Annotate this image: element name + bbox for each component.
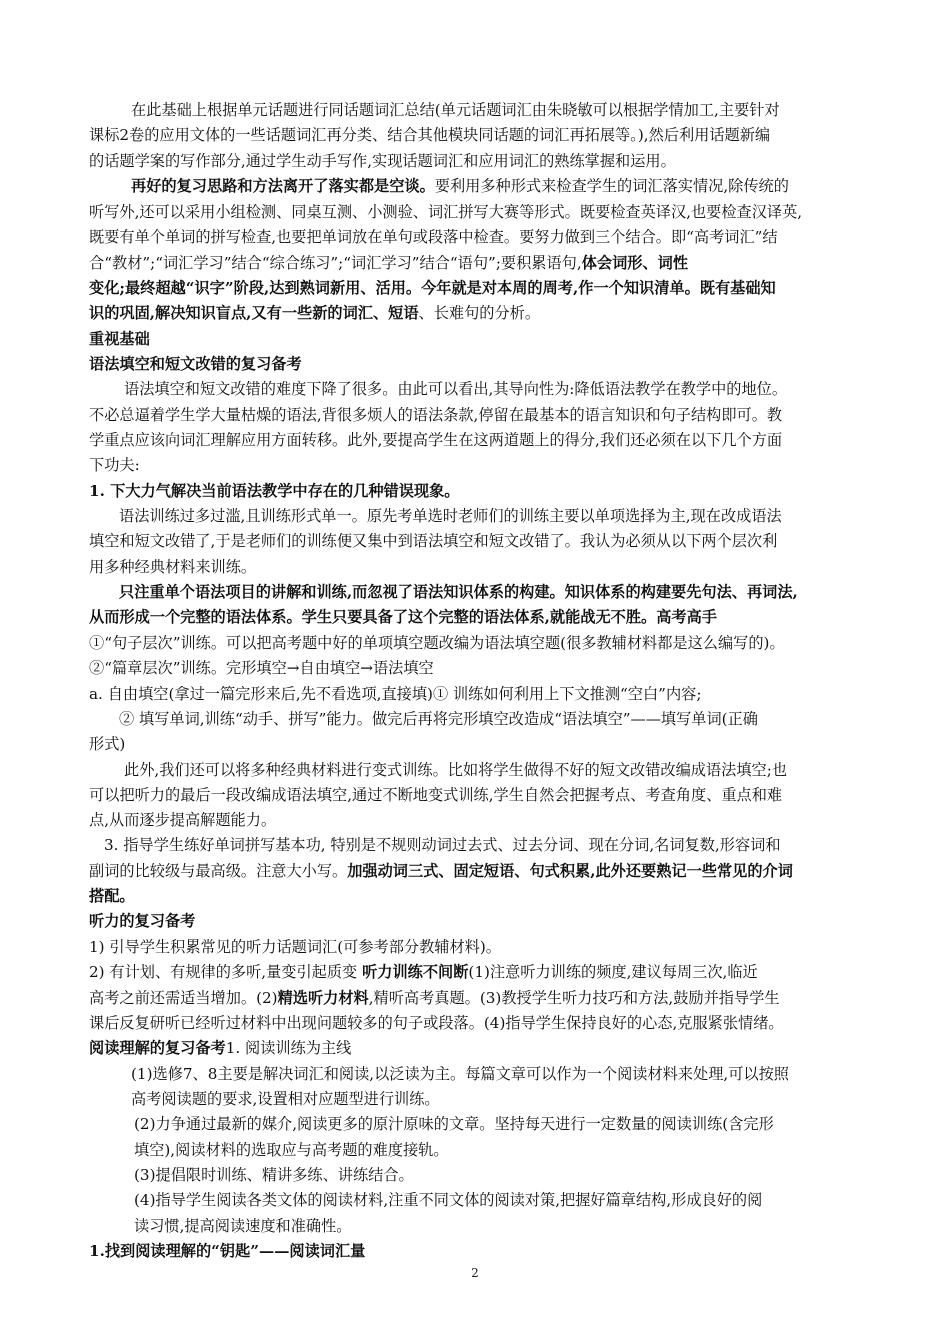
- list-item: [89, 961, 758, 983]
- bold-text: 体会词形、词性: [581, 254, 689, 272]
- paragraph-line: 变化;最终超越“识字”阶段,达到熟词新用、活用。今年就是对本周的周考,作一个知识清单。既有基础知: [89, 279, 776, 297]
- paragraph-line: [89, 860, 793, 882]
- paragraph-line: 填空),阅读材料的选取应与高考题的难度接轨。: [134, 1141, 449, 1159]
- paragraph-line: 学重点应该向词汇理解应用方面转移。此外,要提高学生在这两道题上的得分,我们还必须在以下几个方面: [89, 431, 783, 449]
- list-item: 1) 引导学生积累常见的听力话题词汇(可参考部分教辅材料)。: [89, 938, 501, 956]
- paragraph-line: [89, 252, 688, 274]
- paragraph-line: 高考阅读题的要求,设置相对应题型进行训练。: [131, 1090, 440, 1108]
- text-span: 副词的比较级与最高级。注意大小写。: [89, 862, 348, 880]
- paragraph-line: 搭配。: [89, 887, 135, 905]
- list-item: ②“篇章层次”训练。完形填空→自由填空→语法填空: [89, 659, 434, 677]
- bold-text: 精选听力材料: [277, 989, 369, 1007]
- text-span: 要利用多种形式来检查学生的词汇落实情况,除传统的: [434, 177, 789, 195]
- bold-text: 加强动词三式、固定短语、句式积累,此外还要熟记一些常见的介词: [347, 862, 793, 880]
- list-item: 3. 指导学生练好单词拼写基本功, 特别是不规则动词过去式、过去分词、现在分词,名词复数,形容词和: [104, 836, 781, 854]
- text-span: 1. 阅读训练为主线: [225, 1039, 352, 1057]
- paragraph-line: 只注重单个语法项目的讲解和训练,而忽视了语法知识体系的构建。知识体系的构建要先句法、再词法,: [119, 583, 798, 601]
- paragraph-line: 从而形成一个完整的语法体系。学生只要具备了这个完整的语法体系,就能战无不胜。高考高手: [89, 608, 717, 626]
- paragraph-line: 课后反复研听已经听过材料中出现问题较多的句子或段落。(4)指导学生保持良好的心态,克服紧张情绪。: [89, 1014, 784, 1032]
- paragraph-line: 的话题学案的写作部分,通过学生动手写作,实现话题词汇和应用词汇的熟练掌握和运用。: [89, 152, 676, 170]
- text-span: 合“教材”;“词汇学习”结合“综合练习”;“词汇学习”结合“语句”;要积累语句,: [89, 254, 582, 272]
- list-item: (2)力争通过最新的媒介,阅读更多的原汁原味的文章。坚持每天进行一定数量的阅读训练(含完形: [134, 1115, 774, 1133]
- paragraph-line: 语法训练过多过滥,且训练形式单一。原先考单选时老师们的训练主要以单项选择为主,现在改成语法: [119, 507, 782, 525]
- paragraph-line: [89, 302, 540, 324]
- list-item: a. 自由填空(拿过一篇完形来后,先不看选项,直接填)① 训练如何利用上下文推测“空白”内容;: [89, 685, 702, 703]
- paragraph-line: 用多种经典材料来训练。: [89, 558, 257, 576]
- text-span: 、长难句的分析。: [418, 304, 541, 322]
- bold-text: 听力训练不间断: [362, 963, 469, 981]
- list-item: (4)指导学生阅读各类文体的阅读材料,注重不同文体的阅读对策,把握好篇章结构,形成良好的阅: [134, 1191, 763, 1209]
- bold-text: 再好的复习思路和方法离开了落实都是空谈。: [131, 177, 435, 195]
- section-heading: 1.找到阅读理解的“钥匙”——阅读词汇量: [89, 1242, 366, 1260]
- paragraph-line: 听写外,还可以采用小组检测、同桌互测、小测验、词汇拼写大赛等形式。既要检查英译汉,也要检查汉译英,: [89, 203, 803, 221]
- section-heading: 重视基础: [89, 330, 150, 348]
- paragraph-line: 课标2卷的应用文体的一些话题词汇再分类、结合其他模块同话题的词汇再拓展等。),然后利用话题新编: [89, 126, 771, 144]
- paragraph-line: 不必总逼着学生学大量枯燥的语法,背很多烦人的语法条款,停留在最基本的语言知识和句子结构即可。教: [89, 406, 783, 424]
- paragraph-line: 既要有单个单词的拼写检查,也要把单词放在单句或段落中检查。要努力做到三个结合。即“高考词汇”结: [89, 228, 778, 246]
- paragraph-line: 在此基础上根据单元话题进行同话题词汇总结(单元话题词汇由朱晓敏可以根据学情加工,主要针对: [131, 101, 780, 119]
- paragraph-line: 形式): [89, 735, 126, 753]
- text-span: ,精听高考真题。(3)教授学生听力技巧和方法,鼓励并指导学生: [368, 989, 780, 1007]
- section-heading: 听力的复习备考: [89, 912, 196, 930]
- bold-text: 识的巩固,解决知识盲点,又有一些新的词汇、短语: [89, 304, 419, 322]
- paragraph-line: 填空和短文改错了,于是老师们的训练便又集中到语法填空和短文改错了。我认为必须从以下两个层次利: [89, 532, 778, 550]
- section-heading: 语法填空和短文改错的复习备考: [89, 355, 302, 373]
- page-number: 2: [471, 1266, 479, 1280]
- list-item-heading: 1. 下大力气解决当前语法教学中存在的几种错误现象。: [89, 482, 460, 500]
- paragraph-line: ② 填写单词,训练“动手、拼写”能力。做完后再将完形填空改造成“语法填空”——填写单词(正确: [119, 710, 758, 728]
- list-item: (3)提倡限时训练、精讲多练、讲练结合。: [134, 1166, 414, 1184]
- paragraph-line: [89, 987, 780, 1009]
- paragraph-line: 此外,我们还可以将多种经典材料进行变式训练。比如将学生做得不好的短文改错改编成语法填空;也: [124, 761, 788, 779]
- text-span: (1)注意听力训练的频度,建议每周三次,临近: [468, 963, 758, 981]
- text-span: 2) 有计划、有规律的多听,量变引起质变: [89, 963, 363, 981]
- text-span: 高考之前还需适当增加。(2): [89, 989, 278, 1007]
- paragraph-line: [131, 175, 789, 197]
- list-item: (1)选修7、8主要是解决词汇和阅读,以泛读为主。每篇文章可以作为一个阅读材料来处理,可以按照: [131, 1065, 789, 1083]
- paragraph-line: 语法填空和短文改错的难度下降了很多。由此可以看出,其导向性为:降低语法教学在教学中的地位。: [124, 380, 788, 398]
- paragraph-line: 可以把听力的最后一段改编成语法填空,通过不断地变式训练,学生自然会把握考点、考查角度、重点和难: [89, 786, 783, 804]
- paragraph-line: 读习惯,提高阅读速度和准确性。: [134, 1217, 352, 1235]
- list-item: ①“句子层次”训练。可以把高考题中好的单项填空题改编为语法填空题(很多教辅材料都是这么编写的)。: [89, 634, 785, 652]
- paragraph-line: 点,从而逐步提高解题能力。: [89, 811, 277, 829]
- bold-text: 阅读理解的复习备考: [89, 1039, 226, 1057]
- section-heading: [89, 1037, 351, 1059]
- paragraph-line: 下功夫:: [89, 456, 140, 474]
